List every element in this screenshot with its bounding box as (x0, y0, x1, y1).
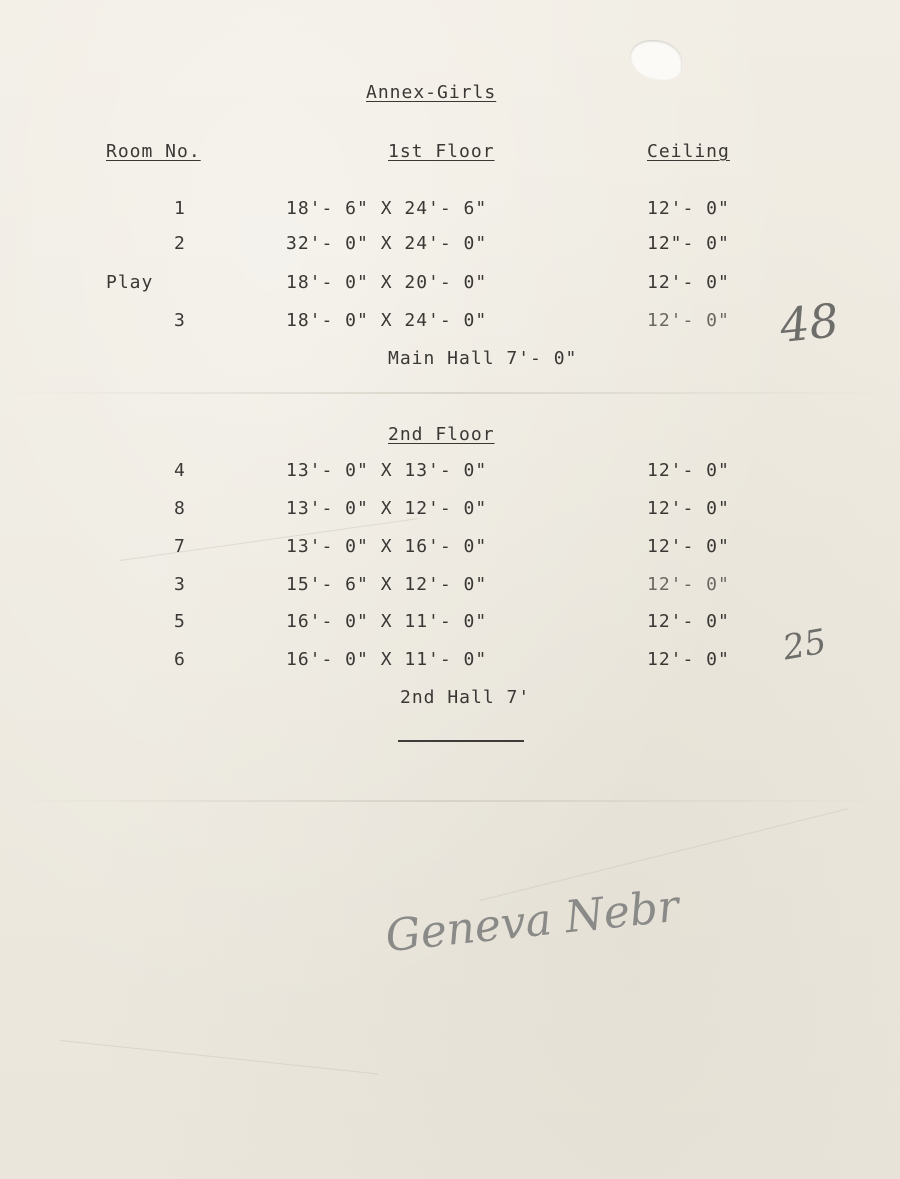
room-number: 6 (174, 649, 186, 670)
paper-fold-crease (0, 800, 900, 802)
paper-fold-crease (0, 392, 900, 394)
ceiling-height: 12'- 0" (647, 536, 730, 557)
ceiling-height: 12'- 0" (647, 460, 730, 481)
header-ceiling: Ceiling (647, 141, 730, 162)
room-dimensions: 16'- 0" X 11'- 0" (286, 649, 488, 670)
room-number: 4 (174, 460, 186, 481)
room-number: 8 (174, 498, 186, 519)
room-number: 3 (174, 574, 186, 595)
handwritten-location-note: Geneva Nebr (383, 880, 682, 963)
ceiling-height: 12'- 0" (647, 574, 730, 595)
room-dimensions: 13'- 0" X 16'- 0" (286, 536, 488, 557)
ceiling-height: 12'- 0" (647, 310, 730, 331)
room-number: 5 (174, 611, 186, 632)
divider-line (398, 740, 524, 742)
document-title: Annex-Girls (366, 82, 497, 103)
room-dimensions: 13'- 0" X 13'- 0" (286, 460, 488, 481)
header-first-floor: 1st Floor (388, 141, 495, 162)
handwritten-total: 48 (777, 293, 842, 353)
ceiling-height: 12'- 0" (647, 198, 730, 219)
room-number: 2 (174, 233, 186, 254)
ceiling-height: 12'- 0" (647, 272, 730, 293)
room-dimensions: 15'- 6" X 12'- 0" (286, 574, 488, 595)
main-hall-note: Main Hall 7'- 0" (388, 348, 578, 369)
room-number: 1 (174, 198, 186, 219)
ceiling-height: 12'- 0" (647, 611, 730, 632)
room-number: 3 (174, 310, 186, 331)
room-dimensions: 13'- 0" X 12'- 0" (286, 498, 488, 519)
room-dimensions: 16'- 0" X 11'- 0" (286, 611, 488, 632)
header-second-floor: 2nd Floor (388, 424, 495, 445)
room-dimensions: 18'- 0" X 24'- 0" (286, 310, 488, 331)
room-dimensions: 18'- 0" X 20'- 0" (286, 272, 488, 293)
room-number: 7 (174, 536, 186, 557)
ceiling-height: 12'- 0" (647, 649, 730, 670)
ceiling-height: 12"- 0" (647, 233, 730, 254)
second-hall-note: 2nd Hall 7' (400, 687, 531, 708)
header-room-no: Room No. (106, 141, 201, 162)
handwritten-total: 25 (779, 621, 830, 669)
room-number: Play (106, 272, 154, 293)
room-dimensions: 18'- 6" X 24'- 6" (286, 198, 488, 219)
ceiling-height: 12'- 0" (647, 498, 730, 519)
paper-wrinkle (60, 1040, 378, 1074)
room-dimensions: 32'- 0" X 24'- 0" (286, 233, 488, 254)
torn-hole (630, 40, 682, 80)
